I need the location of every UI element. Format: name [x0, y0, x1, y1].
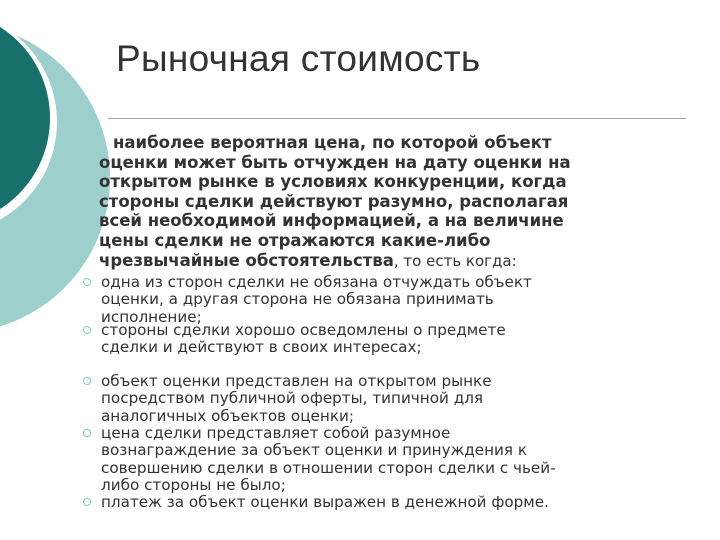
slide-title: Рыночная стоимость	[116, 38, 481, 79]
list-item-text	[101, 322, 691, 357]
definition-line: открытом рынке в условиях конкуренции, когда	[99, 172, 567, 192]
hollow-circle-bullet-icon	[83, 326, 91, 334]
list-item-line: посредством публичной оферты, типичной для	[101, 389, 484, 408]
definition-line: цены сделки не отражаются какие-либо	[99, 230, 491, 250]
list-item-line: сделки и действуют в своих интересах;	[101, 338, 422, 357]
list-item-text	[101, 373, 691, 425]
definition-line	[99, 251, 689, 272]
list-item-line: платеж за объект оценки выражен в денежной форме.	[101, 493, 549, 511]
hollow-circle-bullet-icon	[83, 278, 91, 286]
hollow-circle-bullet-icon	[83, 377, 91, 385]
title-divider	[108, 118, 686, 119]
list-item-line: совершению сделки в отношении сторон сделки с чьей-	[101, 458, 556, 477]
decorative-circles	[0, 0, 110, 540]
list-item-text	[101, 425, 691, 495]
definition-line: всей необходимой информацией, а на величине	[99, 211, 564, 231]
list-item-line: одна из сторон сделки не обязана отчуждать объект	[101, 273, 532, 291]
list-item-text	[101, 274, 691, 326]
list-item-line: либо стороны не было;	[101, 476, 286, 495]
definition-tail: , то есть когда:	[393, 251, 517, 270]
definition-line: стороны сделки действуют разумно, располагая	[99, 191, 569, 211]
list-item-line: оценки, а другая сторона не обязана принимать	[101, 290, 494, 309]
definition-emphasis: чрезвычайные обстоятельства	[99, 250, 394, 270]
list-item-line: цена сделки представляет собой разумное	[101, 424, 451, 442]
hollow-circle-bullet-icon	[83, 498, 91, 506]
definition-line: наиболее вероятная цена, по которой объект	[113, 133, 552, 152]
list-item-line: аналогичных объектов оценки;	[101, 406, 354, 425]
list-item-line: вознаграждение за объект оценки и принуждения к	[101, 441, 528, 460]
definition-line: оценки может быть отчужден на дату оценки на	[99, 152, 571, 172]
list-item-text	[101, 494, 691, 511]
hollow-circle-bullet-icon	[83, 429, 91, 437]
list-item-line: объект оценки представлен на открытом рынке	[101, 372, 492, 390]
list-item-line: исполнение;	[101, 307, 202, 326]
definition-paragraph	[99, 133, 689, 271]
list-item-line: стороны сделки хорошо осведомлены о предмете	[101, 321, 506, 339]
